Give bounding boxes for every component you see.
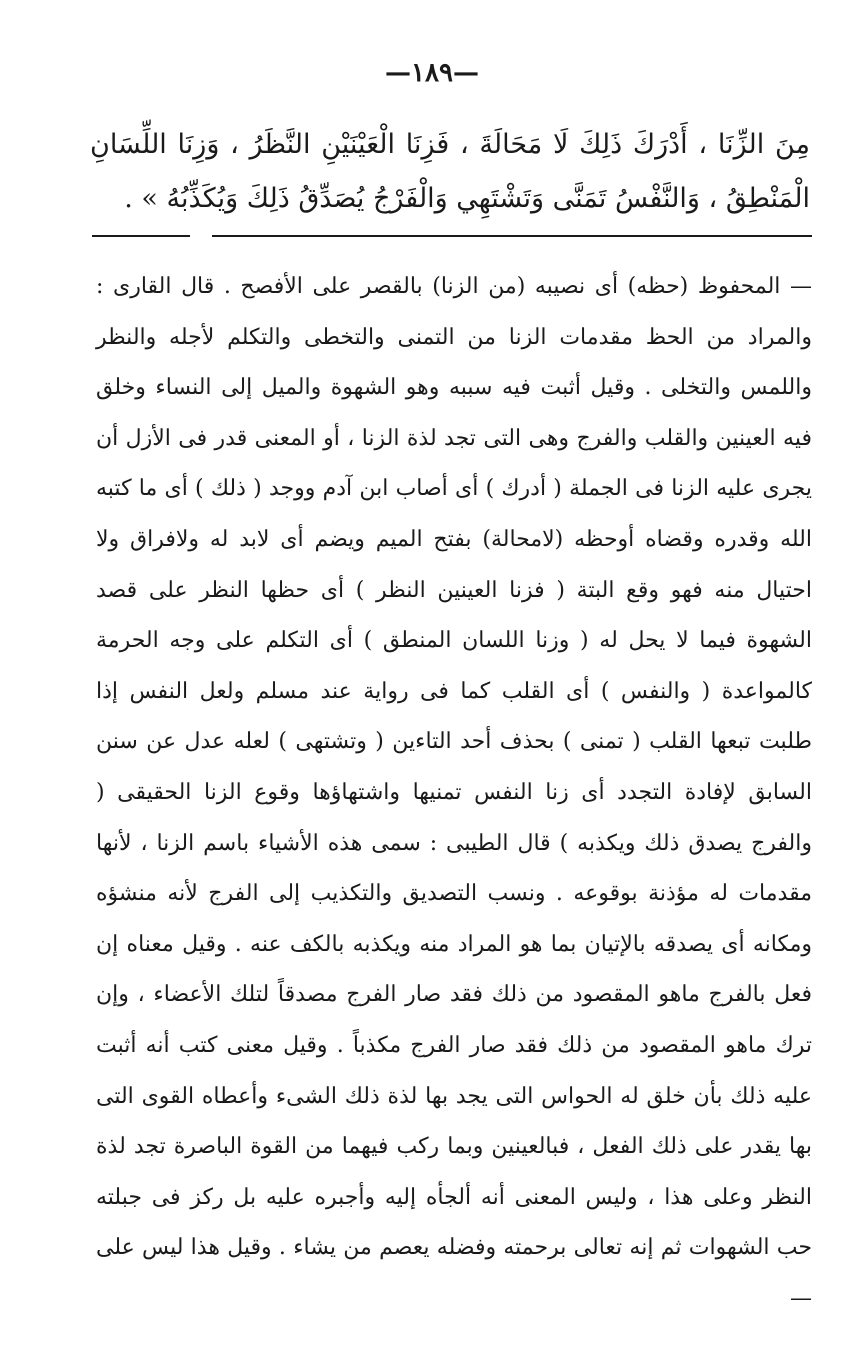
- commentary-text: — المحفوظ (حظه) أى نصيبه (من الزنا) بالقصر على الأفصح . قال القارى : والمراد من الحظ مقدمات الزنا من التمنى والتخطى والتكلم لأجله والنظر واللمس والتخلى . وقيل أثبت فيه سببه وهو الشهوة والميل إلى النساء وخلق فيه العينين والقلب والفرج وهى التى تجد لذة الزنا ، أو المعنى قدر فى الأزل أن يجرى عليه الزنا فى الجملة ( أدرك ) أى أصاب ابن آدم ووجد ( ذلك ) أى ما كتبه الله وقدره وقضاه أوحظه (لامحالة) بفتح الميم ويضم أى لابد له ولافراق ولا احتيال منه فهو وقع البتة ( فزنا العينين النظر ) أى حظها النظر على قصد الشهوة فيما لا يحل له ( وزنا اللسان المنطق ) أى التكلم على وجه الحرمة كالمواعدة ( والنفس ) أى القلب كما فى رواية عند مسلم ولعل النفس إذا طلبت تبعها القلب ( تمنى ) بحذف أحد التاءين ( وتشتهى ) لعله عدل عن سنن السابق لإفادة التجدد أى زنا النفس تمنيها واشتهاؤها وقوع الزنا الحقيقى ( والفرج يصدق ذلك ويكذبه ) قال الطيبى : سمى هذه الأشياء باسم الزنا ، لأنها مقدمات له مؤذنة بوقوعه . ونسب التصديق والتكذيب إلى الفرج لأنه منشؤه ومكانه أى يصدقه بالإتيان بما هو المراد منه ويكذبه بالكف عنه . وقيل معناه إن فعل بالفرج ماهو المقصود من ذلك فقد صار الفرج مصدقاً لتلك الأعضاء ، وإن ترك ماهو المقصود من ذلك فقد صار الفرج مكذباً . وقيل معنى كتب أنه أثبت عليه ذلك بأن خلق له الحواس التى يجد بها لذة ذلك الشىء وأعطاه القوى التى بها يقدر على ذلك الفعل ، فبالعينين وبما ركب فيهما من القوة الباصرة تجد لذة النظر وعلى هذا ، وليس المعنى أنه ألجأه إليه وأجبره عليه بل ركز فى جبلته حب الشهوات ثم إنه تعالى برحمته وفضله يعصم من يشاء . وقيل هذا ليس على —: [96, 274, 812, 1311]
- footnote-separator-short: [92, 235, 190, 237]
- footnote-separator-long: [212, 235, 812, 237]
- hadith-text: مِنَ الزِّنَا ، أَدْرَكَ ذَلِكَ لَا مَحَالَةَ ، فَزِنَا الْعَيْنَيْنِ النَّظَرُ ، وَزِنَا اللِّسَانِ الْمَنْطِقُ ، وَالنَّفْسُ تَمَنَّى وَتَشْتَهِي وَالْفَرْجُ يُصَدِّقُ ذَلِكَ وَيُكَذِّبُهُ » .: [90, 129, 810, 214]
- page-number: —١٨٩—: [385, 58, 479, 88]
